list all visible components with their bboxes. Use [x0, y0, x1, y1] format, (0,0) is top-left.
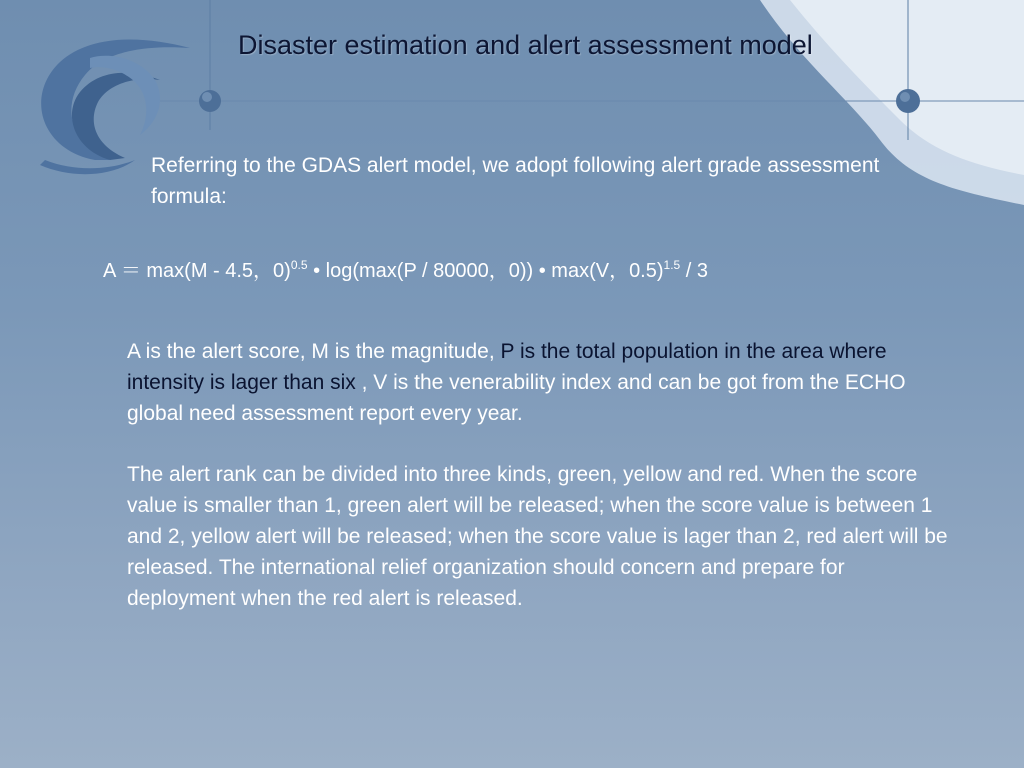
formula-dot-1: • [307, 260, 326, 282]
description-population-highlight: P is the total population in the area where intensity is lager than six [127, 340, 887, 394]
formula-dot-2: • [533, 260, 552, 282]
formula-tail: / 3 [680, 260, 709, 282]
description-part-1: A is the alert score, M is the magnitude, [127, 340, 501, 363]
alert-formula [103, 254, 708, 283]
variable-description [127, 336, 957, 429]
formula-term-population: log(max(P / 80000，0)) [325, 260, 534, 282]
rule-dot-left-highlight [202, 92, 212, 102]
intro-text: Referring to the GDAS alert model, we adopt following alert grade assessment formula: [151, 154, 880, 208]
formula-lhs: A [103, 260, 116, 282]
formula-term-vulnerability: max(V，0.5) [551, 260, 664, 282]
description-part-3: , V is the venerability index and can be got from the ECHO global need assessment report every year. [127, 371, 906, 425]
alert-rank-description: The alert rank can be divided into three kinds, green, yellow and red. When the score value is smaller than 1, green alert will be released; when the score value is between 1 and 2, yellow alert will be released; when the score value is lager than 2, red alert will be released. The international relief organization should concern and prepare for deployment when the red alert is released. [127, 463, 948, 610]
formula-equals: ＝ [120, 260, 141, 282]
formula-term-magnitude: max(M - 4.5，0) [146, 260, 291, 282]
rule-dot-right-highlight [900, 92, 910, 102]
slide-title: Disaster estimation and alert assessment model [238, 30, 813, 60]
formula-exponent-1: 0.5 [290, 258, 308, 272]
formula-exponent-2: 1.5 [663, 258, 681, 272]
